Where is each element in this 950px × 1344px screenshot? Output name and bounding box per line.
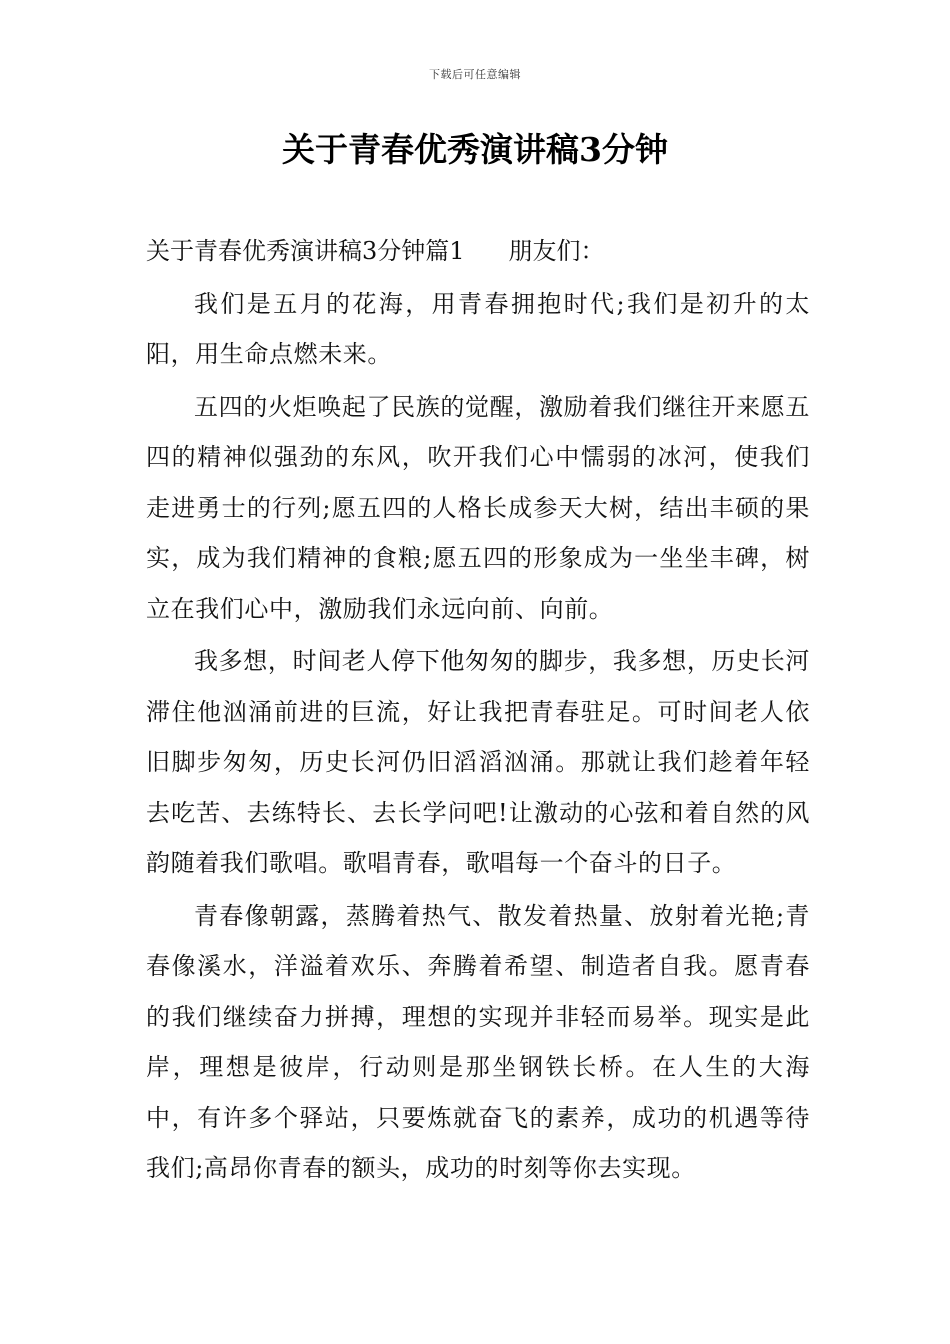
paragraph-3: 我多想，时间老人停下他匆匆的脚步，我多想，历史长河滞住他汹涌前进的巨流，好让我把青春驻足。可时间老人依旧脚步匆匆，历史长河仍旧滔滔汹涌。那就让我们趁着年轻去吃苦、去练特长、去长学问吧!让激动的心弦和着自然的风韵随着我们歌唱。歌唱青春，歌唱每一个奋斗的日子。 <box>146 647 810 877</box>
section-heading-line <box>146 226 810 277</box>
paragraph-4: 青春像朝露，蒸腾着热气、散发着热量、放射着光艳;青春像溪水，洋溢着欢乐、奔腾着希望、制造者自我。愿青春的我们继续奋力拼搏，理想的实现并非轻而易举。现实是此岸，理想是彼岸，行动则是那坐钢铁长桥。在人生的大海中，有许多个驿站，只要炼就奋飞的素养，成功的机遇等待我们;高昂你青春的额头，成功的时刻等你去实现。 <box>146 901 810 1182</box>
greeting: 朋友们： <box>508 237 605 265</box>
section-label: 关于青春优秀演讲稿3分钟篇1 <box>146 237 465 265</box>
document-title: 关于青春优秀演讲稿3分钟 <box>282 130 668 169</box>
header-note: 下载后可任意编辑 <box>429 68 521 81</box>
paragraph-1: 我们是五月的花海，用青春拥抱时代;我们是初升的太阳，用生命点燃未来。 <box>146 289 810 368</box>
document-body <box>146 226 810 1196</box>
paragraph-2: 五四的火炬唤起了民族的觉醒，激励着我们继往开来愿五四的精神似强劲的东风，吹开我们心中懦弱的冰河，使我们走进勇士的行列;愿五四的人格长成参天大树，结出丰硕的果实，成为我们精神的食粮;愿五四的形象成为一坐坐丰碑，树立在我们心中，激励我们永远向前、向前。 <box>146 392 810 623</box>
